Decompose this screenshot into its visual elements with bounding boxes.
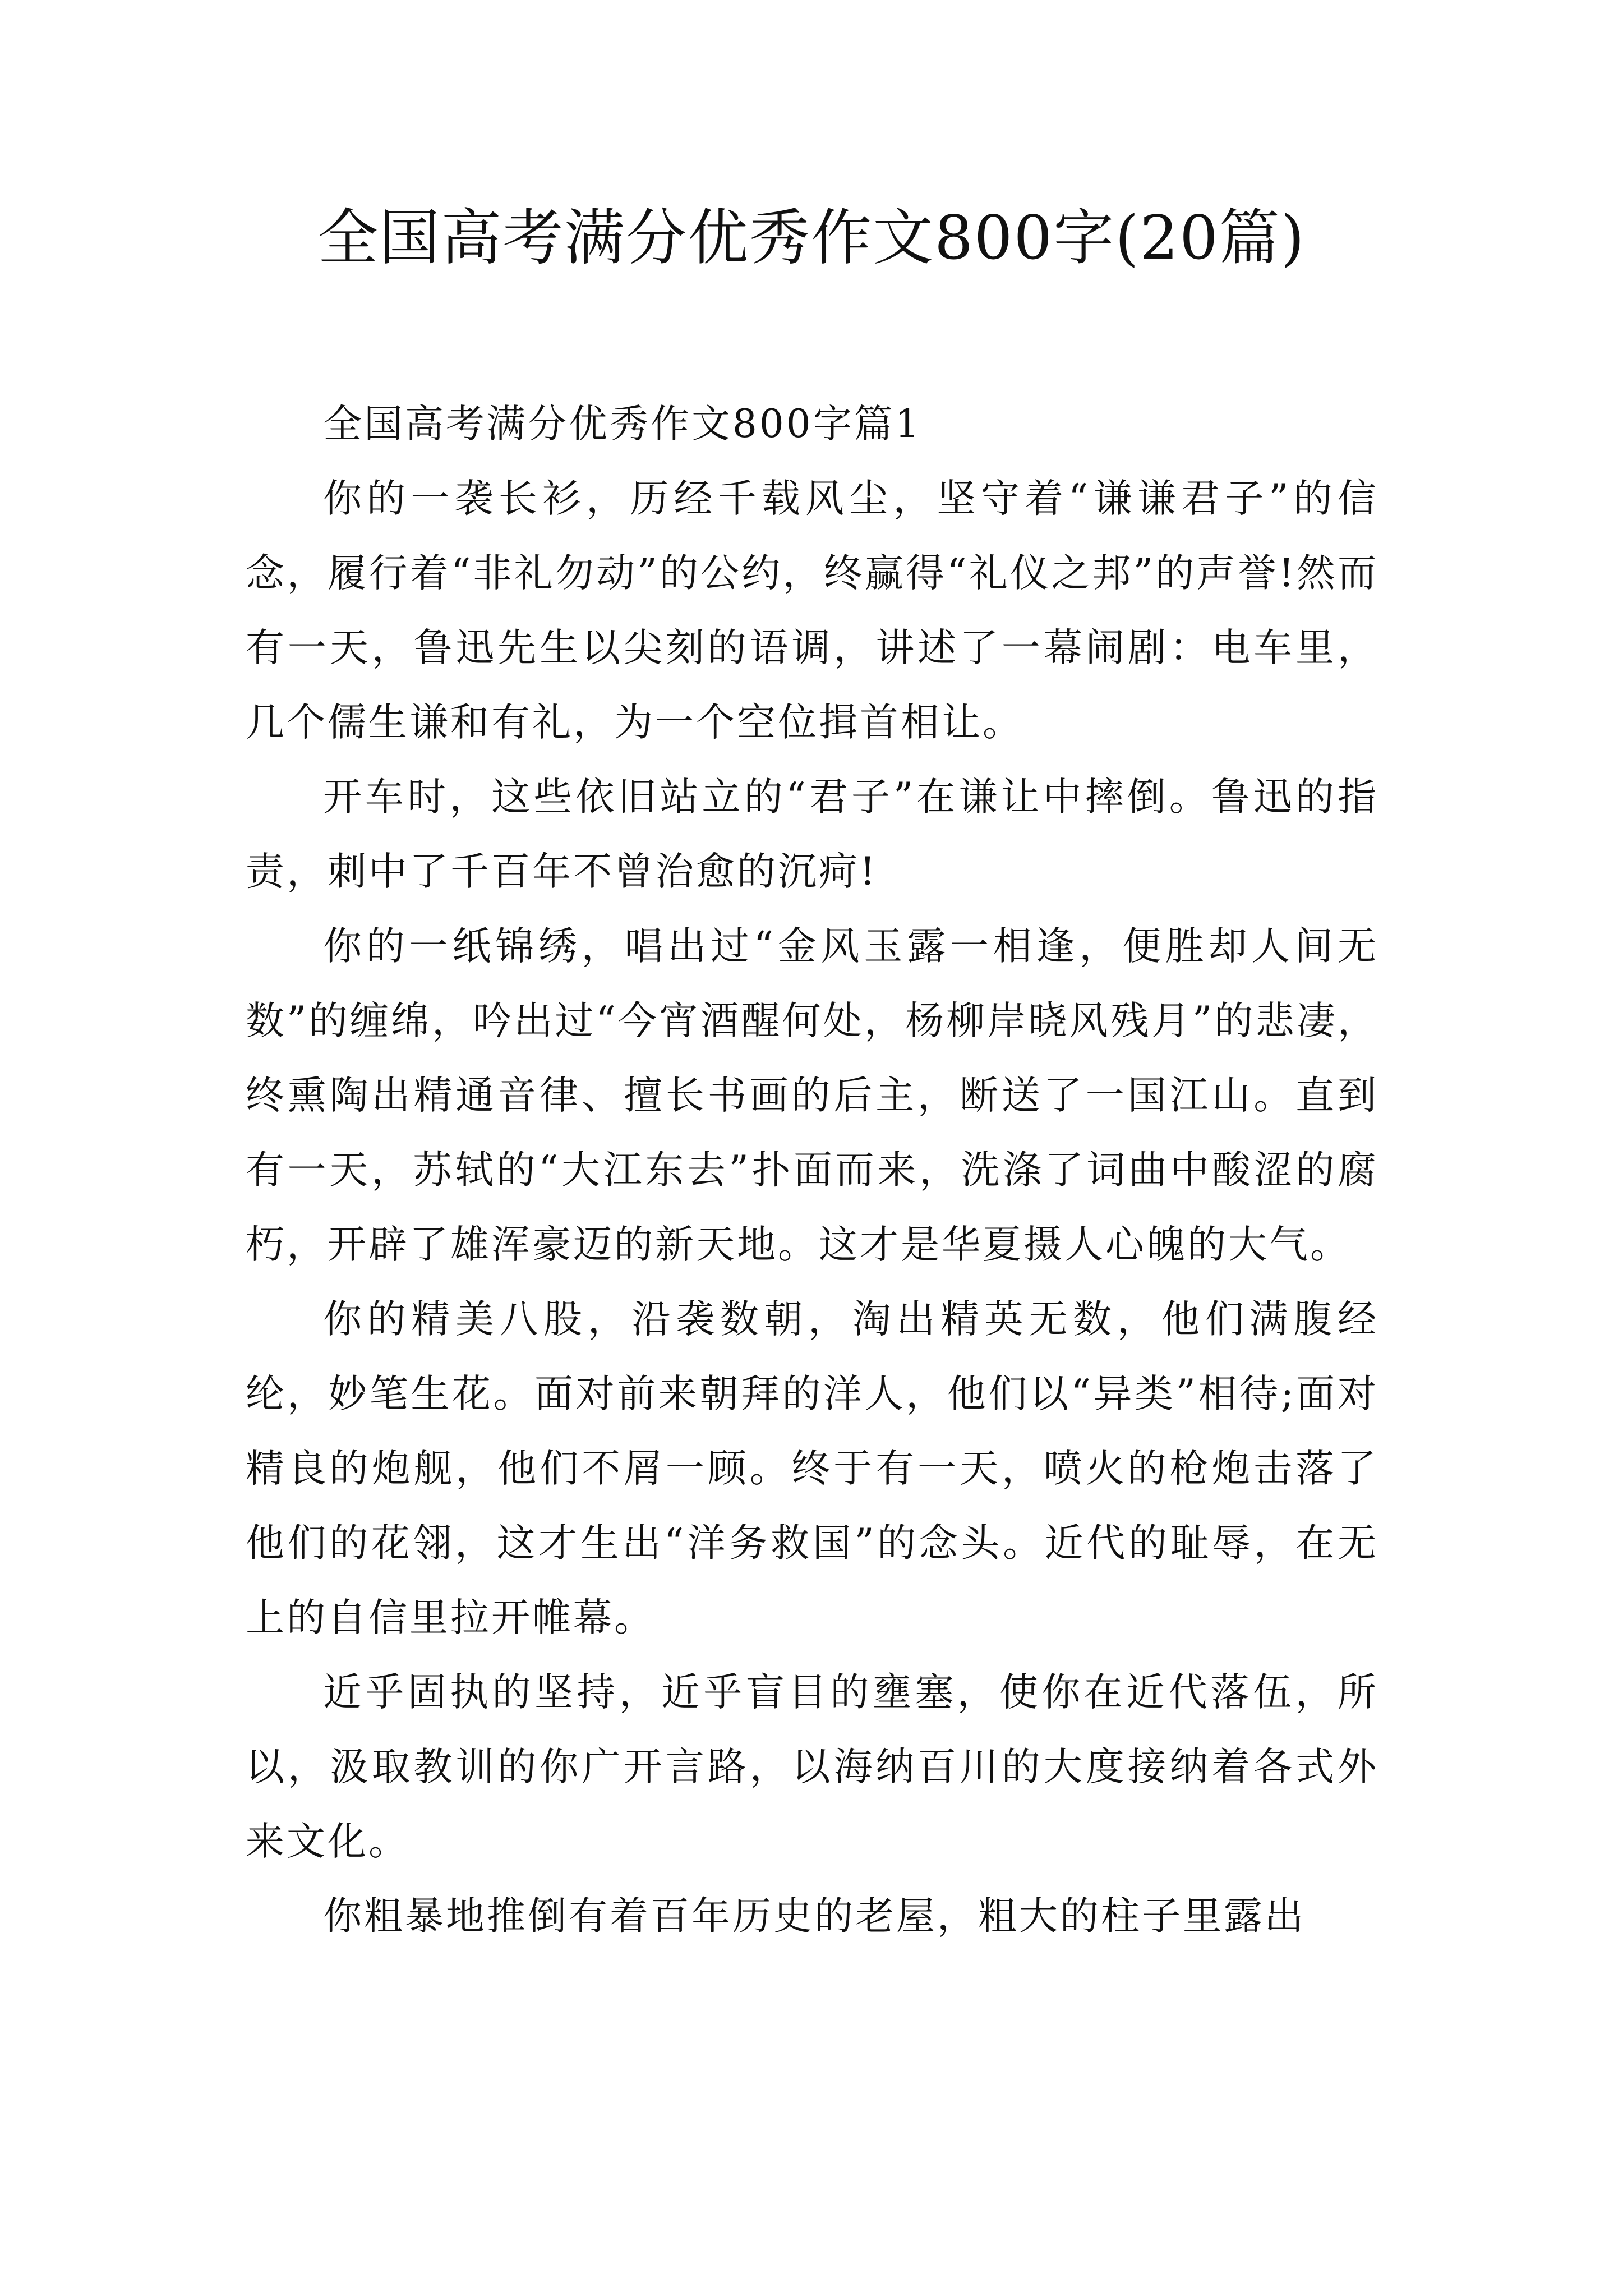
document-title: 全国高考满分优秀作文800字(20篇) xyxy=(317,203,1306,273)
paragraph: 你的一纸锦绣，唱出过“金风玉露一相逢，便胜却人间无数”的缠绵，吟出过“今宵酒醒何处，杨柳岸晓风残月”的悲凄，终熏陶出精通音律、擅长书画的后主，断送了一国江山。直到有一天，苏轼的“大江东去”扑面而来，洗涤了词曲中酸涩的腐朽，开辟了雄浑豪迈的新天地。这才是华夏摄人心魄的大气。 xyxy=(246,924,1378,1267)
paragraph: 近乎固执的坚持，近乎盲目的壅塞，使你在近代落伍，所以，汲取教训的你广开言路，以海纳百川的大度接纳着各式外来文化。 xyxy=(246,1670,1378,1864)
essay-body xyxy=(246,387,1378,1954)
essay-heading: 全国高考满分优秀作文800字篇1 xyxy=(323,402,922,447)
paragraph: 你粗暴地推倒有着百年历史的老屋，粗大的柱子里露出 xyxy=(323,1894,1306,1939)
paragraph: 你的一袭长衫，历经千载风尘，坚守着“谦谦君子”的信念，履行着“非礼勿动”的公约，终赢得“礼仪之邦”的声誉!然而有一天，鲁迅先生以尖刻的语调，讲述了一幕闹剧：电车里，几个儒生谦和有礼，为一个空位揖首相让。 xyxy=(246,476,1378,745)
paragraph: 你的精美八股，沿袭数朝，淘出精英无数，他们满腹经纶，妙笔生花。面对前来朝拜的洋人，他们以“异类”相待;面对精良的炮舰，他们不屑一顾。终于有一天，喷火的枪炮击落了他们的花翎，这才生出“洋务救国”的念头。近代的耻辱，在无上的自信里拉开帷幕。 xyxy=(246,1297,1379,1640)
paragraph: 开车时，这些依旧站立的“君子”在谦让中摔倒。鲁迅的指责，刺中了千百年不曾治愈的沉疴! xyxy=(246,775,1378,894)
